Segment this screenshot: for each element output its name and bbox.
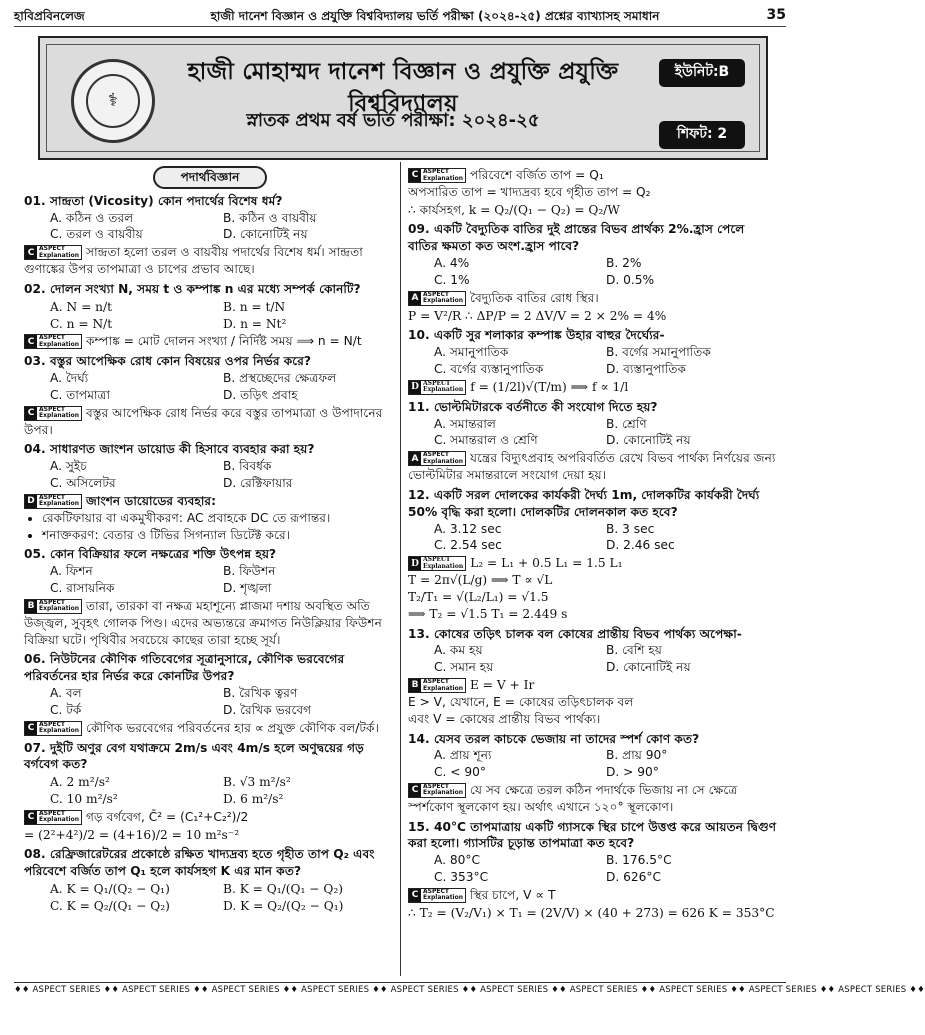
options: A. সমানুপাতিক B. বর্গের সমানুপাতিক C. বর্গের ব্যস্তানুপাতিক D. ব্যস্তানুপাতিক [434,345,711,377]
explanation: D ASPECT Explanation f = (1/2l)√(T/m) ⟹ f ∝ 1/l [408,379,778,396]
question-text: একটি বৈদ্যুতিক বাতির দুই প্রান্তের বিভব প্রার্থক্য 2%.হ্রাস পেলে বাতির ক্ষমতা কত অংশ.হ্রাস পাবে? [408,222,745,254]
answer-tag: D ASPECT Explanation [408,380,466,395]
question-14: 14. যেসব তরল কাচকে ভেজায় না তাদের স্পর্শ কোণ কত? A. প্রায় শূন্য B. প্রায় 90° C. < 90° D. > 90° C ASPECT Explanation যে সব ক্ষেত্রে তরল কঠিন পদার্থকে ভিজায় না সে ক্ষেত্রে স্পর্শকোণ স্থূলকোণ হয়। অর্থাৎ এখানে ১২০° স্থূলকোণ। [408,731,778,816]
explanation: C ASPECT Explanation বস্তুর আপেক্ষিক রোধ নির্ভর করে বস্তুর তাপমাত্রা ও উপাদানের উপর। [24,405,383,437]
exam-title: স্নাতক প্রথম বর্ষ ভর্তি পরীক্ষা: ২০২৪-২৫ [246,110,540,131]
explanation: C ASPECT Explanation যে সব ক্ষেত্রে তরল কঠিন পদার্থকে ভিজায় না সে ক্ষেত্রে স্পর্শকোণ স্থূলকোণ হয়। অর্থাৎ এখানে ১২০° স্থূলকোণ। [408,782,738,814]
answer-tag: A ASPECT Explanation [408,451,466,466]
options: A. বল B. রৈখিক ত্বরণ C. টর্ক D. রৈখিক ভরবেগ [50,686,312,717]
column-divider [400,162,401,976]
question-text: সান্দ্রতা (Vicosity) কোন পদার্থের বিশেষ ধর্ম? [50,193,283,208]
question-text: একটি সুর শলাকার কম্পাঙ্ক উহার বাহুর দৈর্ঘ্যের- [434,328,665,343]
university-name: হাজী মোহাম্মদ দানেশ বিজ্ঞান ও প্রযুক্তি প্রযুক্তি বিশ্ববিদ্যালয় [187,59,619,117]
exam-banner [38,36,768,160]
question-text: নিউটনের কৌণিক গতিবেগের সূত্রানুসারে, কৌণিক ভরবেগের পরিবর্তনের হার নির্ভর করে কোনটির উপর? [24,652,345,684]
page-number: 35 [766,7,786,24]
options: A. 4% B. 2% C. 1% D. 0.5% [434,256,655,287]
question-13: 13. কোষের তড়িৎ চালক বল কোষের প্রান্তীয় বিভব পার্থক্য অপেক্ষা- A. কম হয় B. বেশি হয় C. সমান হয় D. কোনোটিই নয় B ASPECT Explanation E = V + Ir E > V, যেখানে, E = কোষের তড়িৎচালক বল এবং V = কোষের প্রান্তীয় বিভব পার্থক্য। [408,626,778,728]
explanation: C ASPECT Explanation সান্দ্রতা হলো তরল ও বায়বীয় পদার্থের বিশেষ ধর্ম। সান্দ্রতা গুণাঙ্কের উপর তাপমাত্রা ও চাপের প্রভাব আছে। [24,245,363,277]
options: A. 80°C B. 176.5°C C. 353°C D. 626°C [434,853,672,885]
question-text: যেসব তরল কাচকে ভেজায় না তাদের স্পর্শ কোণ কত? [434,731,700,746]
answer-tag: C ASPECT Explanation [24,810,82,825]
question-11: 11. ভোল্টমিটারকে বর্তনীতে কী সংযোগ দিতে হয়? A. সমান্তরাল B. শ্রেণি C. সমান্তরাল ও শ্রেণি D. কোনোটিই নয় A ASPECT Explanation যন্ত্রের বিদ্যুৎপ্রবাহ অপরিবর্তিত রেখে বিভব পার্থক্য নির্ণয়ের জন্য ভোল্টমিটার সমান্তরালে সংযোগ দেয়া হয়। [408,399,778,484]
question-02: 02. দোলন সংখ্যা N, সময় t ও কম্পাঙ্ক n এর মধ্যে সম্পর্ক কোনটি? A. N = n/t B. n = t/N C. n = N/t D. n = Nt² C ASPECT Explanation কম্পাঙ্ক = মোট দোলন সংখ্যা / নির্দিষ্ট সময় ⟹ n = N/t [24,281,396,350]
question-text: দোলন সংখ্যা N, সময় t ও কম্পাঙ্ক n এর মধ্যে সম্পর্ক কোনটি? [50,281,361,296]
question-09: 09. একটি বৈদ্যুতিক বাতির দুই প্রান্তের বিভব প্রার্থক্য 2%.হ্রাস পেলে বাতির ক্ষমতা কত অংশ.হ্রাস পাবে? A. 4% B. 2% C. 1% D. 0.5% A ASPECT Explanation বৈদ্যুতিক বাতির রোধ স্থির। P = V²/R ∴ ΔP/P = 2 ΔV/V = 2 × 2% = 4% [408,221,778,324]
explanation: C ASPECT Explanation স্থির চাপে, V ∝ T ∴ T₂ = (V₂/V₁) × T₁ = (2V/V) × (40 + 273) = 626 K = 353°C [408,887,775,920]
answer-tag: B ASPECT Explanation [408,678,466,693]
question-12: 12. একটি সরল দোলকের কার্যকরী দৈর্ঘ্য 1m, দোলকটির কার্যকরী দৈর্ঘ্য 50% বৃদ্ধি করা হলো। দোলকটির দোলনকাল কত হবে? A. 3.12 sec B. 3 sec C. 2.54 sec D. 2.46 sec D ASPECT Explanation L₂ = L₁ + 0.5 L₁ = 1.5 L₁ T = 2π√(L/g) ⟹ T ∝ √L T₂/T₁ = √(L₂/L₁) = √1.5 ⟹ T₂ = √1.5 T₁ = 2.449 s [408,487,778,623]
options: A. ফিশন B. ফিউশন C. রাসায়নিক D. শৃঙ্খলা [50,564,276,596]
options: A. N = n/t B. n = t/N C. n = N/t D. n = Nt² [50,299,287,331]
answer-tag: C ASPECT Explanation [408,888,466,903]
answer-tag: C ASPECT Explanation [408,783,466,798]
options: A. সুইচ B. বিবর্ধক C. অসিলেটর D. রেক্টিফায়ার [50,459,293,491]
question-15: 15. 40°C তাপমাত্রায় একটি গ্যাসকে স্থির চাপে উত্তপ্ত করে আয়তন দ্বিগুণ করা হলো। গ্যাসটির চূড়ান্ত তাপমাত্রা কত হবে? A. 80°C B. 176.5°C C. 353°C D. 626°C C ASPECT Explanation স্থির চাপে, V ∝ T ∴ T₂ = (V₂/V₁) × T₁ = (2V/V) × (40 + 273) = 626 K = 353°C [408,819,777,920]
question-text: দুইটি অণুর বেগ যথাক্রমে 2m/s এবং 4m/s হলে অণুদ্বয়ের গড় বর্গবেগ কত? [24,740,364,772]
header-title: হাজী দানেশ বিজ্ঞান ও প্রযুক্তি বিশ্ববিদ্যালয় ভর্তি পরীক্ষা (২০২৪-২৫) প্রশ্নের ব্যাখ্যাসহ সমাধান [210,8,660,23]
question-text: 40°C তাপমাত্রায় একটি গ্যাসকে স্থির চাপে উত্তপ্ত করে আয়তন দ্বিগুণ করা হলো। গ্যাসটির চূড়ান্ত তাপমাত্রা কত হবে? [408,819,777,851]
banner-frame [46,44,760,152]
question-03: 03. বস্তুর আপেক্ষিক রোধ কোন বিষয়ের ওপর নির্ভর করে? A. দৈর্ঘ্য B. প্রস্থচ্ছেদের ক্ষেত্রফল C. তাপমাত্রা D. তড়িৎ প্রবাহ C ASPECT Explanation বস্তুর আপেক্ষিক রোধ নির্ভর করে বস্তুর তাপমাত্রা ও উপাদানের উপর। [24,353,396,438]
explanation: B ASPECT Explanation তারা, তারকা বা নক্ষত্র মহাশূন্যে প্লাজমা দশায় অবস্থিত অতি উজ্জ্বল, সুবৃহৎ গোলক পিণ্ড। এদের অভ্যন্তরে ক্রমাগত নিউক্লিয়ার ফিউশন বিক্রিয়া ঘটে। পৃথিবীর সবচেয়ে কাছের তারা হচ্ছে সূর্য। [24,598,382,647]
explanation: C ASPECT Explanation গড় বর্গবেগ, C̄² = (C₁²+C₂²)/2 = (2²+4²)/2 = (4+16)/2 = 10 m²s⁻² [24,809,249,842]
unit-badge: ইউনিট:B [659,59,745,87]
options: A. K = Q₁/(Q₂ − Q₁) B. K = Q₁/(Q₁ − Q₂) C. K = Q₂/(Q₁ − Q₂) D. K = Q₂/(Q₂ − Q₁) [50,882,344,913]
explanation: A ASPECT Explanation বৈদ্যুতিক বাতির রোধ স্থির। P = V²/R ∴ ΔP/P = 2 ΔV/V = 2 × 2% = 4% [408,290,667,323]
question-text: রেফ্রিজারেটরের প্রকোষ্ঠে রক্ষিত খাদ্যদ্রব্য হতে গৃহীত তাপ Q₂ এবং পরিবেশে বর্জিত তাপ Q₁ হলে কার্যসহগ K এর মান কত? [24,847,375,879]
answer-tag: C ASPECT Explanation [24,245,82,260]
question-text: ভোল্টমিটারকে বর্তনীতে কী সংযোগ দিতে হয়? [434,399,658,414]
answer-tag: C ASPECT Explanation [24,721,82,736]
question-04: 04. সাধারণত জাংশন ডায়োড কী হিসাবে ব্যবহার করা হয়? A. সুইচ B. বিবর্ধক C. অসিলেটর D. রেক্টিফায়ার D ASPECT Explanation জাংশন ডায়োডের ব্যবহার: • রেকটিফায়ার বা একমুখীকরণ: AC প্রবাহকে DC তে রূপান্তর। • শনাক্তকরণ: বেতার ও টিভির সিগন্যাল ডিটেক্ট করে। [24,441,396,543]
shift-badge: শিফট: 2 [659,121,745,149]
university-logo-icon: ⚕ [71,59,155,143]
question-text: বস্তুর আপেক্ষিক রোধ কোন বিষয়ের ওপর নির্ভর করে? [50,354,311,369]
question-10: 10. একটি সুর শলাকার কম্পাঙ্ক উহার বাহুর দৈর্ঘ্যের- A. সমানুপাতিক B. বর্গের সমানুপাতিক C. বর্গের ব্যস্তানুপাতিক D. ব্যস্তানুপাতিক D ASPECT Explanation f = (1/2l)√(T/m) ⟹ f ∝ 1/l [408,327,778,395]
question-text: কোন বিক্রিয়ার ফলে নক্ষত্রের শক্তি উৎপন্ন হয়? [50,547,277,562]
options: A. কম হয় B. বেশি হয় C. সমান হয় D. কোনোটিই নয় [434,643,691,675]
explanation: B ASPECT Explanation E = V + Ir E > V, যেখানে, E = কোষের তড়িৎচালক বল এবং V = কোষের প্রান্তীয় বিভব পার্থক্য। [408,678,634,726]
answer-tag: C ASPECT Explanation [24,334,82,349]
explanation: A ASPECT Explanation যন্ত্রের বিদ্যুৎপ্রবাহ অপরিবর্তিত রেখে বিভব পার্থক্য নির্ণয়ের জন্য ভোল্টমিটার সমান্তরালে সংযোগ দেয়া হয়। [408,451,776,483]
options: A. প্রায় শূন্য B. প্রায় 90° C. < 90° D. > 90° [434,748,668,780]
options: A. কঠিন ও তরল B. কঠিন ও বায়বীয় C. তরল ও বায়বীয় D. কোনোটিই নয় [50,210,317,242]
explanation-q08: C ASPECT Explanation পরিবেশে বর্জিত তাপ = Q₁ অপসারিত তাপ = খাদ্যদ্রব্য হবে গৃহীত তাপ = Q₂ ∴ কার্যসহগ, k = Q₂/(Q₁ − Q₂) = Q₂/W [408,168,651,217]
question-text: সাধারণত জাংশন ডায়োড কী হিসাবে ব্যবহার করা হয়? [50,442,315,457]
answer-tag: C ASPECT Explanation [24,406,82,421]
explanation: C ASPECT Explanation কৌণিক ভরবেগের পরিবর্তনের হার ∝ প্রযুক্ত কৌণিক বল/টর্ক। [24,720,396,737]
options: A. 2 m²/s² B. √3 m²/s² C. 10 m²/s² D. 6 m²/s² [50,775,291,806]
options: A. সমান্তরাল B. শ্রেণি C. সমান্তরাল ও শ্রেণি D. কোনোটিই নয় [434,416,691,448]
explanation: D ASPECT Explanation জাংশন ডায়োডের ব্যবহার: • রেকটিফায়ার বা একমুখীকরণ: AC প্রবাহকে DC তে রূপান্তর। • শনাক্তকরণ: বেতার ও টিভির সিগন্যাল ডিটেক্ট করে। [24,493,396,543]
question-08: 08. রেফ্রিজারেটরের প্রকোষ্ঠে রক্ষিত খাদ্যদ্রব্য হতে গৃহীত তাপ Q₂ এবং পরিবেশে বর্জিত তাপ Q₁ হলে কার্যসহগ K এর মান কত? A. K = Q₁/(Q₂ − Q₁) B. K = Q₁/(Q₁ − Q₂) C. K = Q₂/(Q₁ − Q₂) D. K = Q₂/(Q₂ − Q₁) [24,846,396,914]
question-05: 05. কোন বিক্রিয়ার ফলে নক্ষত্রের শক্তি উৎপন্ন হয়? A. ফিশন B. ফিউশন C. রাসায়নিক D. শৃঙ্খলা B ASPECT Explanation তারা, তারকা বা নক্ষত্র মহাশূন্যে প্লাজমা দশায় অবস্থিত অতি উজ্জ্বল, সুবৃহৎ গোলক পিণ্ড। এদের অভ্যন্তরে ক্রমাগত নিউক্লিয়ার ফিউশন বিক্রিয়া ঘটে। পৃথিবীর সবচেয়ে কাছের তারা হচ্ছে সূর্য। [24,546,396,648]
answer-tag: C ASPECT Explanation [408,168,466,183]
question-text: কোষের তড়িৎ চালক বল কোষের প্রান্তীয় বিভব পার্থক্য অপেক্ষা- [434,626,742,641]
left-column [24,166,396,916]
question-text: একটি সরল দোলকের কার্যকরী দৈর্ঘ্য 1m, দোলকটির কার্যকরী দৈর্ঘ্য 50% বৃদ্ধি করা হলো। দোলকটির দোলনকাল কত হবে? [408,487,760,519]
header-left: হাবিপ্রবিনলেজ [14,8,85,23]
explanation: D ASPECT Explanation L₂ = L₁ + 0.5 L₁ = 1.5 L₁ T = 2π√(L/g) ⟹ T ∝ √L T₂/T₁ = √(L₂/L₁) = √1.5 ⟹ T₂ = √1.5 T₁ = 2.449 s [408,556,623,621]
question-01: 01. সান্দ্রতা (Vicosity) কোন পদার্থের বিশেষ ধর্ম? A. কঠিন ও তরল B. কঠিন ও বায়বীয় C. তরল ও বায়বীয় D. কোনোটিই নয় C ASPECT Explanation সান্দ্রতা হলো তরল ও বায়বীয় পদার্থের বিশেষ ধর্ম। সান্দ্রতা গুণাঙ্কের উপর তাপমাত্রা ও চাপের প্রভাব আছে। [24,193,396,278]
answer-tag: D ASPECT Explanation [408,556,466,571]
answer-tag: B ASPECT Explanation [24,599,82,614]
running-header [14,6,786,27]
question-06: 06. নিউটনের কৌণিক গতিবেগের সূত্রানুসারে, কৌণিক ভরবেগের পরিবর্তনের হার নির্ভর করে কোনটির উপর? A. বল B. রৈখিক ত্বরণ C. টর্ক D. রৈখিক ভরবেগ C ASPECT Explanation কৌণিক ভরবেগের পরিবর্তনের হার ∝ প্রযুক্ত কৌণিক বল/টর্ক। [24,651,396,736]
question-07: 07. দুইটি অণুর বেগ যথাক্রমে 2m/s এবং 4m/s হলে অণুদ্বয়ের গড় বর্গবেগ কত? A. 2 m²/s² B. √3 m²/s² C. 10 m²/s² D. 6 m²/s² C ASPECT Explanation গড় বর্গবেগ, C̄² = (C₁²+C₂²)/2 = (2²+4²)/2 = (4+16)/2 = 10 m²s⁻² [24,740,396,844]
footer-series: ♦♦ ASPECT SERIES ♦♦ ASPECT SERIES ♦♦ ASPECT SERIES ♦♦ ASPECT SERIES ♦♦ ASPECT SERIES ♦♦ ASPECT SERIES ♦♦ ASPECT SERIES ♦♦ ASPECT SERIES ♦♦ ASPECT SERIES ♦♦ ASPECT SERIES ♦♦ [14,982,786,997]
options: A. দৈর্ঘ্য B. প্রস্থচ্ছেদের ক্ষেত্রফল C. তাপমাত্রা D. তড়িৎ প্রবাহ [50,371,337,402]
right-column [408,166,778,923]
answer-tag: D ASPECT Explanation [24,494,82,509]
section-title: পদার্থবিজ্ঞান [153,166,267,189]
options: A. 3.12 sec B. 3 sec C. 2.54 sec D. 2.46 sec [434,521,675,553]
answer-tag: A ASPECT Explanation [408,291,466,306]
explanation: C ASPECT Explanation কম্পাঙ্ক = মোট দোলন সংখ্যা / নির্দিষ্ট সময় ⟹ n = N/t [24,333,396,350]
